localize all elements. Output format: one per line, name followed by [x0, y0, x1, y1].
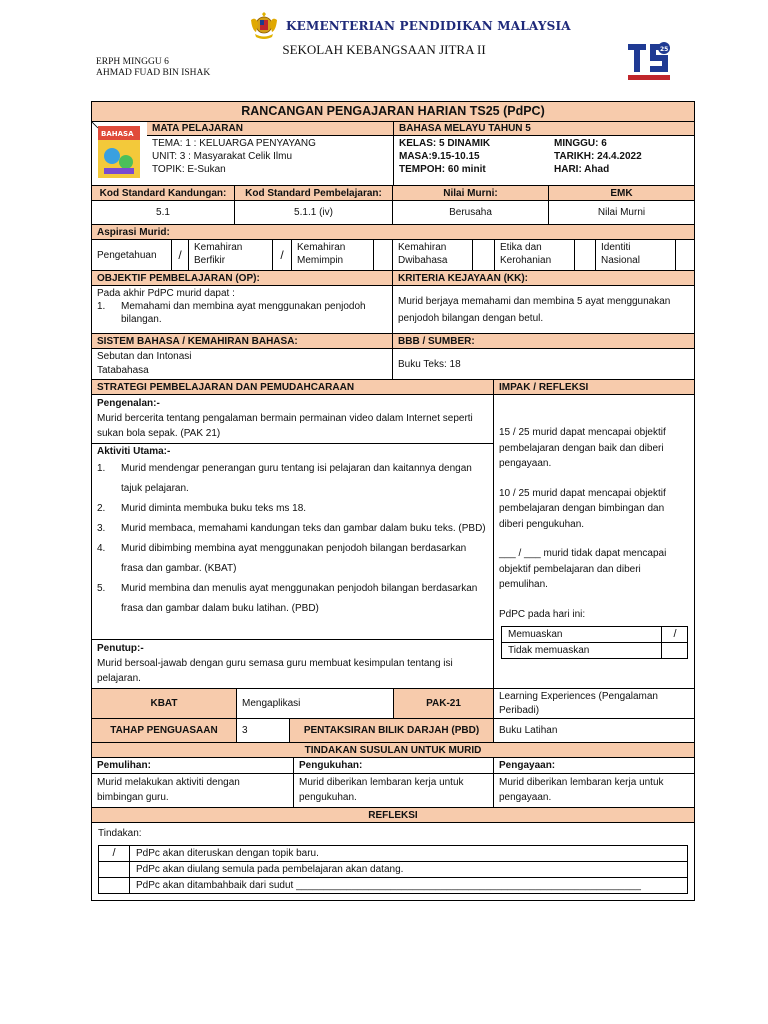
pengayaan-text: Murid diberikan lembaran kerja untuk pengayaan.	[494, 773, 694, 808]
pdpc-option-memuaskan: Memuaskan /	[502, 627, 687, 643]
refleksi-row: PdPc akan ditambahbaik dari sudut ______________________________________________________________	[99, 878, 687, 894]
refleksi-mark: /	[99, 846, 130, 861]
kbat-value: Mengaplikasi	[237, 689, 394, 719]
aspirasi-item-memimpin: Kemahiran Memimpin	[292, 240, 374, 271]
aspirasi-mark-memimpin	[374, 240, 393, 271]
emk-value: Nilai Murni	[549, 201, 694, 225]
malaysia-crest-icon	[248, 12, 280, 40]
aktiviti-section	[92, 444, 494, 640]
aspirasi-mark-pengetahuan: /	[172, 240, 189, 271]
list-item: 2. Murid diminta membuka buku teks ms 18.	[97, 503, 307, 514]
bbb-text: Buku Teks: 18	[393, 349, 694, 380]
aspirasi-mark-berfikir: /	[273, 240, 292, 271]
aspirasi-item-etika: Etika dan Kerohanian	[495, 240, 575, 271]
aspirasi-item-dwibahasa: Kemahiran Dwibahasa	[393, 240, 473, 271]
erph-info	[96, 57, 210, 79]
lesson-plan-sheet	[91, 101, 695, 901]
ministry-name: KEMENTERIAN PENDIDIKAN MALAYSIA	[286, 19, 571, 33]
nilai-murni-header: Nilai Murni:	[393, 186, 549, 201]
pdpc-mark	[661, 643, 688, 659]
list-item: 3. Murid membaca, memahami kandungan teks dan gambar dalam buku teks. (PBD)	[97, 523, 486, 534]
tindakan-label: Tindakan:	[98, 828, 142, 839]
list-item: 1. Murid mendengar penerangan guru tentang isi pelajaran dan kaitannya dengan tajuk pelajaran.	[97, 463, 472, 494]
pengukuhan-header: Pengukuhan:	[294, 758, 494, 773]
theme-block	[147, 136, 394, 186]
kbat-label: KBAT	[92, 689, 237, 719]
minggu-text: MINGGU: 6	[554, 138, 607, 149]
sistem-line2: Tatabahasa	[97, 365, 149, 376]
standard-content-header: Kod Standard Kandungan:	[92, 186, 235, 201]
aspirasi-item-identiti: Identiti Nasional	[596, 240, 676, 271]
pengukuhan-text: Murid diberikan lembaran kerja untuk pengukuhan.	[294, 773, 494, 808]
pbd-label: PENTAKSIRAN BILIK DARJAH (PBD)	[290, 719, 494, 743]
sistem-content	[92, 349, 393, 380]
impak-p3: ___ / ___ murid tidak dapat mencapai objektif pembelajaran dan diberi pemulihan.	[499, 548, 667, 590]
unit-text: UNIT: 3 : Masyarakat Celik Ilmu	[152, 151, 293, 162]
pengenalan-section	[92, 395, 494, 444]
subject-label: MATA PELAJARAN	[147, 122, 394, 136]
pengayaan-header: Pengayaan:	[499, 760, 556, 771]
erph-week: ERPH MINGGU 6	[96, 57, 169, 67]
strategi-label: STRATEGI PEMBELAJARAN DAN PEMUDAHCARAAN	[92, 380, 494, 395]
refleksi-mark	[99, 878, 130, 894]
refleksi-table	[98, 845, 688, 894]
tahap-label: TAHAP PENGUASAAN	[92, 719, 237, 743]
ts25-logo-icon	[624, 38, 674, 84]
tema-text: TEMA: 1 : KELUARGA PENYAYANG	[152, 138, 316, 149]
pdpc-mark: /	[661, 627, 688, 642]
pbd-value: Buku Latihan	[494, 719, 694, 743]
masa-text: MASA:9.15-10.15	[399, 151, 480, 162]
aspirasi-item-pengetahuan: Pengetahuan	[92, 240, 172, 271]
standard-learning-value: 5.1.1 (iv)	[235, 201, 393, 225]
pak21-label: PAK-21	[394, 689, 494, 719]
topik-text: TOPIK: E-Sukan	[152, 164, 226, 175]
refleksi-row: / PdPc akan diteruskan dengan topik baru.	[99, 846, 687, 862]
tindakan-susulan-label: TINDAKAN SUSULAN UNTUK MURID	[92, 743, 694, 758]
refleksi-row: PdPc akan diulang semula pada pembelajaran akan datang.	[99, 862, 687, 878]
aktiviti-label: Aktiviti Utama:-	[97, 446, 171, 457]
impak-p1: 15 / 25 murid dapat mencapai objektif pembelajaran dengan baik dan diberi pengayaan.	[499, 427, 666, 469]
list-item: 5. Murid membina dan menulis ayat menggunakan penjodoh bilangan berdasarkan frasa dan gambar dalam buku latihan. (PBD)	[97, 583, 478, 614]
objektif-item: Memahami dan membina ayat menggunakan penjodoh bilangan.	[121, 301, 366, 325]
pdpc-status-table	[501, 626, 688, 659]
aspirasi-label: Aspirasi Murid:	[92, 225, 694, 240]
svg-text:25: 25	[660, 46, 669, 53]
objektif-intro: Pada akhir PdPC murid dapat :	[97, 288, 235, 299]
aspirasi-mark-dwibahasa	[473, 240, 495, 271]
book-cover-image	[92, 122, 147, 186]
pak21-value: Learning Experiences (Pengalaman Peribadi)	[494, 689, 694, 719]
tahap-value: 3	[237, 719, 290, 743]
school-name: SEKOLAH KEBANGSAAN JITRA II	[282, 42, 486, 57]
aspirasi-mark-etika	[575, 240, 596, 271]
penutup-section	[92, 640, 494, 689]
pengenalan-text: Murid bercerita tentang pengalaman bermain permainan video dalam Internet seperti sukan bola sepak. (PAK 21)	[97, 413, 473, 439]
ministry-header	[248, 12, 571, 40]
impak-label: IMPAK / REFLEKSI	[494, 380, 694, 395]
objektif-content	[92, 286, 393, 334]
objektif-label: OBJEKTIF PEMBELAJARAN (OP):	[92, 271, 393, 286]
standard-content-value: 5.1	[92, 201, 235, 225]
kriteria-text: Murid berjaya memahami dan membina 5 ayat menggunakan penjodoh bilangan dengan betul.	[393, 286, 694, 334]
objektif-num: 1.	[97, 301, 106, 312]
kriteria-label: KRITERIA KEJAYAAN (KK):	[393, 271, 694, 286]
kelas-text: KELAS: 5 DINAMIK	[399, 138, 491, 149]
refleksi-mark	[99, 862, 130, 877]
emk-header: EMK	[549, 186, 694, 201]
class-block	[394, 136, 549, 186]
tempoh-text: TEMPOH: 60 minit	[399, 164, 486, 175]
nilai-murni-value: Berusaha	[393, 201, 549, 225]
textbook-cover-icon	[92, 122, 147, 186]
standard-learning-header: Kod Standard Pembelajaran:	[235, 186, 393, 201]
date-block	[549, 136, 694, 186]
bbb-label: BBB / SUMBER:	[393, 334, 694, 349]
pdpc-option-tidak-memuaskan: Tidak memuaskan	[502, 643, 687, 659]
teacher-name: AHMAD FUAD BIN ISHAK	[96, 68, 211, 78]
pemulihan-text: Murid melakukan aktiviti dengan bimbingan guru.	[92, 773, 294, 808]
subject-value: BAHASA MELAYU TAHUN 5	[394, 122, 694, 136]
hari-text: HARI: Ahad	[554, 164, 610, 175]
tarikh-text: TARIKH: 24.4.2022	[554, 151, 642, 162]
sistem-line1: Sebutan dan Intonasi	[97, 351, 192, 362]
page-title: RANCANGAN PENGAJARAN HARIAN TS25 (PdPC)	[92, 102, 694, 122]
aspirasi-item-berfikir: Kemahiran Berfikir	[189, 240, 273, 271]
penutup-label: Penutup:-	[97, 643, 144, 654]
list-item: 4. Murid dibimbing membina ayat menggunakan penjodoh bilangan berdasarkan frasa dan gambar. (KBAT)	[97, 543, 467, 574]
aktiviti-list	[97, 459, 488, 619]
aspirasi-mark-identiti	[676, 240, 694, 271]
pdpc-label: PdPC pada hari ini:	[499, 608, 586, 620]
svg-text:BAHASA: BAHASA	[101, 130, 134, 138]
refleksi-label: REFLEKSI	[92, 808, 694, 823]
sistem-label: SISTEM BAHASA / KEMAHIRAN BAHASA:	[92, 334, 393, 349]
penutup-text: Murid bersoal-jawab dengan guru semasa guru membuat kesimpulan tentang isi pelajaran.	[97, 658, 453, 684]
pengenalan-label: Pengenalan:-	[97, 398, 160, 409]
impak-p2: 10 / 25 murid dapat mencapai objektif pembelajaran dengan bimbingan dan diberi pengukuhan.	[499, 487, 666, 530]
pemulihan-header: Pemulihan:	[92, 758, 294, 773]
